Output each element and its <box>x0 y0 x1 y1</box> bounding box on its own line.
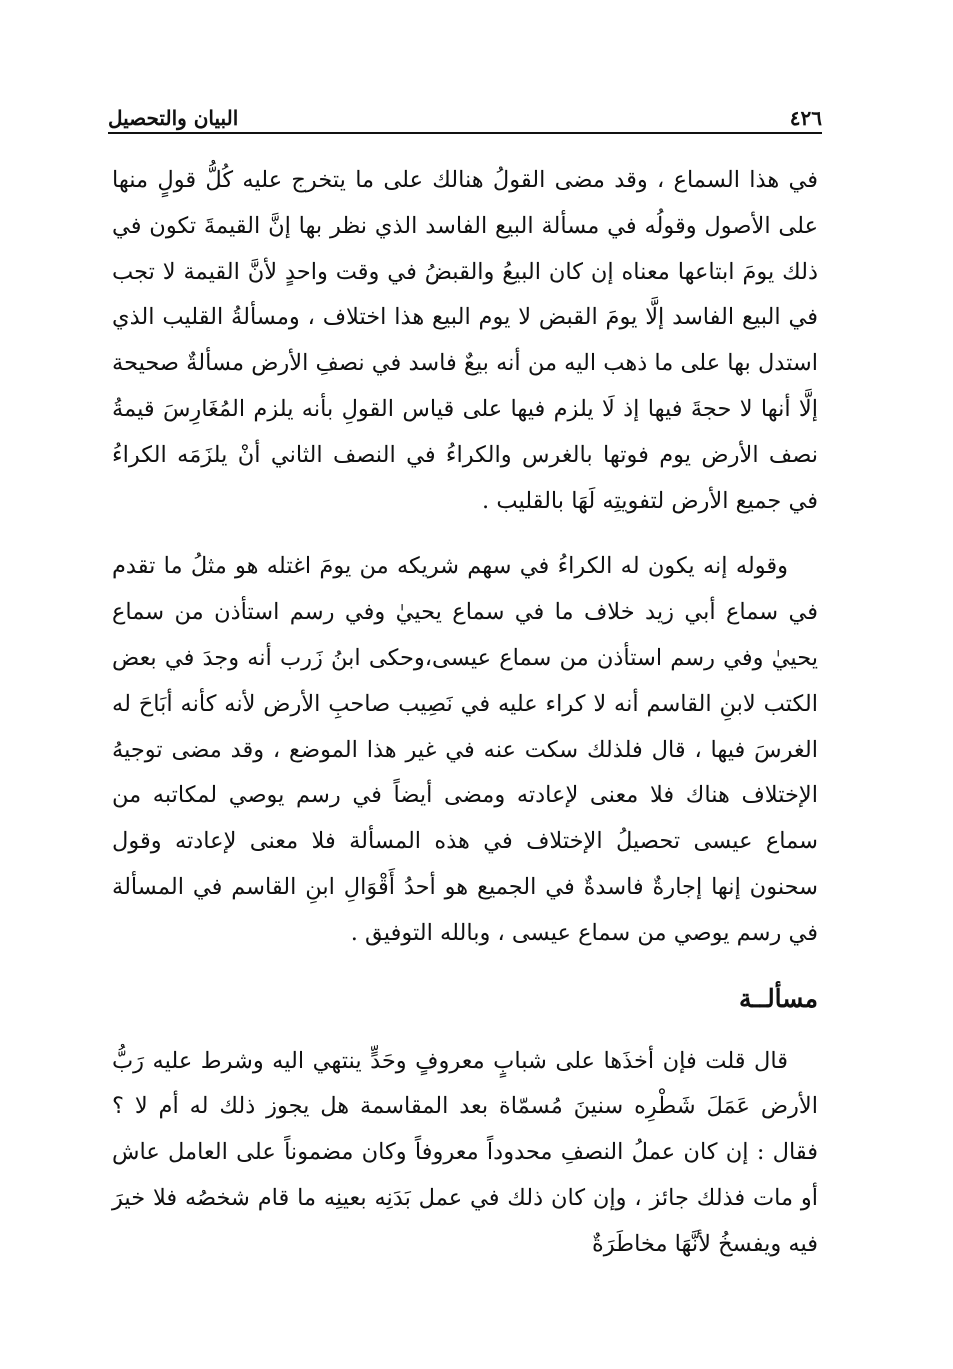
section-title: مسألــة <box>739 983 818 1013</box>
page-number: ٤٢٦ <box>789 106 822 130</box>
header-rule <box>108 132 822 134</box>
paragraph-gap <box>112 524 818 544</box>
paragraph-2: وقوله إنه يكون له الكراءُ في سهم شريكه من يومَ اغتله هو مثلُ ما تقدم في سماع أبي زيد خلاف ما في سماع يحييٰ وفي رسم استأذن من سماع يحييٰ وفي رسم استأذن من سماع عيسى،وحكى ابنُ زَرب أنه وجدَ في بعض الكتب لابنِ القاسم أنه لا كراء عليه في نَصِيب صاحبِ الأرض لأنه كأنه أبَاحَ له الغرسَ فيها ، قال فلذلك سكت عنه في غير هذا الموضع ، وقد مضى توجيهُ الإختلاف هناك فلا معنى لإعادته ومضى أيضاً في رسم يوصي لمكاتبه من سماع عيسى تحصيلُ الإختلاف في هذه المسألة فلا معنى لإعادته وقول سحنون إنها إجارةٌ فاسدةٌ في الجميع هو أحدُ أَقْوَالِ ابنِ القاسم في المسألة في رسم يوصي من سماع عيسى ، وبالله التوفيق . <box>112 553 818 946</box>
running-title: البيان والتحصيل <box>108 106 239 130</box>
main-text <box>112 158 818 1268</box>
paragraph-3: قال قلت فإن أخذَها على شبابٍ معروفٍ وحَدٍّ ينتهي اليه وشرط عليه رَبُّ الأرض عَمَلَ شَطْرِه سنينَ مُسمّاة بعد المقاسمة هل يجوز ذلك له أم لا ؟ فقال : إن كان عملُ النصفِ محدوداً معروفاً وكان مضموناً على العامل عاش أو مات فذلك جائز ، وإن كان ذلك في عمل بَدَنِه بعينِه ما قام شخصُه فلا خيرَ فيه ويفسخُ لأنَّهَا مخاطَرَةٌ <box>112 1047 818 1257</box>
paragraph-1: في هذا السماع ، وقد مضى القولُ هنالك على ما يتخرج عليه كُلُّ قولٍ منها على الأصول وقولُه في مسألة البيع الفاسد الذي نظر بها إنَّ القيمةَ تكون في ذلك يومَ ابتاعها معناه إن كان البيعُ والقبضُ في وقت واحدٍ لأنَّ القيمة لا تجب في البيع الفاسد إلَّا يومَ القبض لا يوم البيع هذا اختلاف ، ومسألةُ القليب الذي استدل بها على ما ذهب اليه من أنه بيعٌ فاسد في نصفِ الأرض مسألةٌ صحيحة إلَّا أنها لا حجةَ فيها إذ لَا يلزم فيها على قياس القولِ بأنه يلزم المُغَارِسَ قيمةُ نصف الأرض يوم فوتها بالغرس والكراءُ في النصف الثاني أنْ يلزَمَه الكراءُ في جميع الأرض لتفويتِه لَهَا بالقليب . <box>112 167 818 514</box>
page-header <box>108 92 822 130</box>
